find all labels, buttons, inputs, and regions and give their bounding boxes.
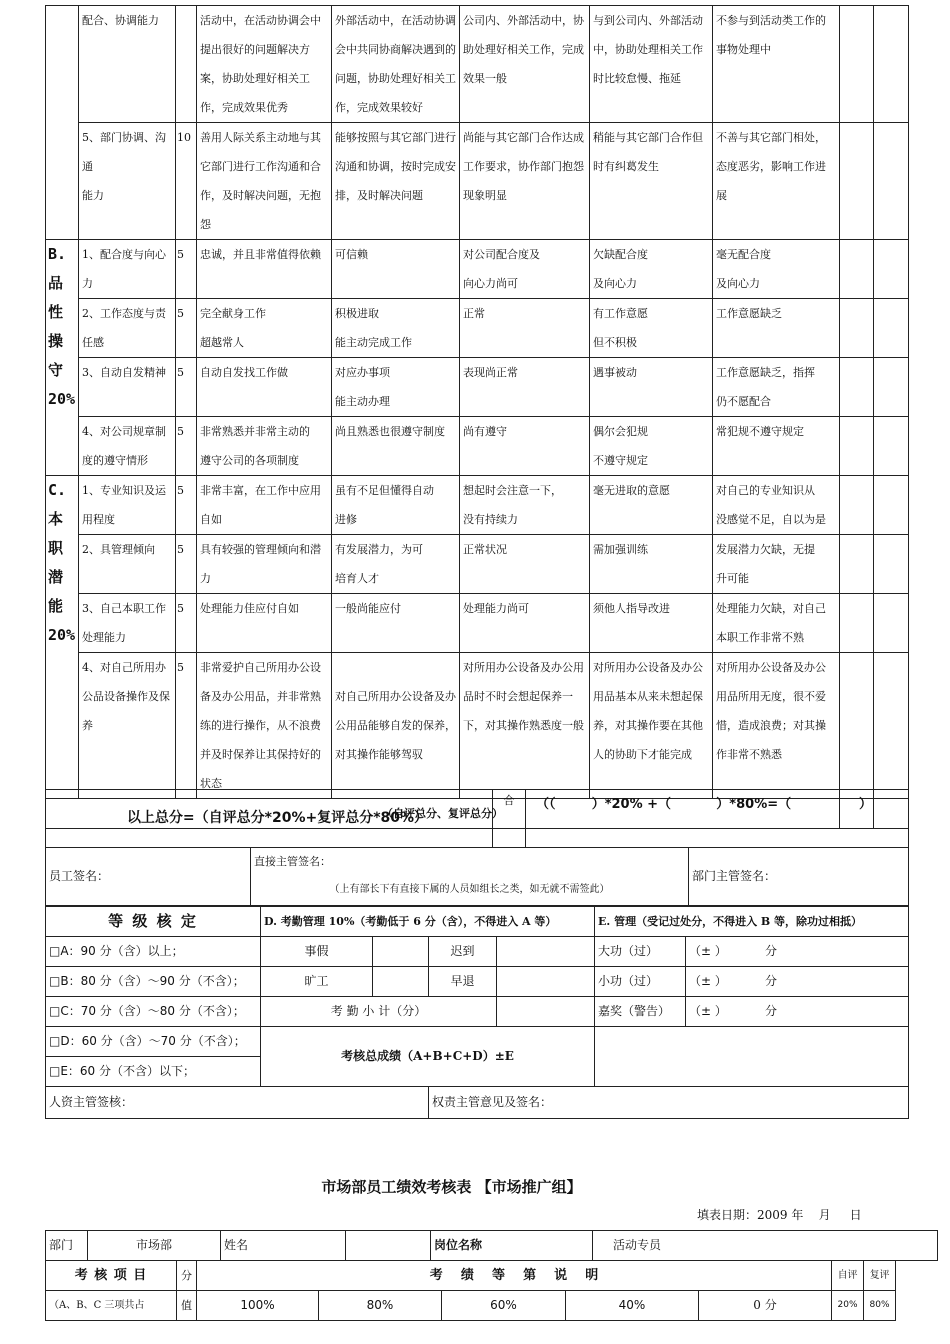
- criteria-level-100: 具有较强的管理倾向和潜力: [197, 535, 332, 594]
- final-score-value[interactable]: [595, 1027, 909, 1087]
- criteria-level-60: 对所用办公设备及办公用品时不时会想起保养一下，对其操作熟悉度一般: [460, 653, 590, 799]
- dept-value[interactable]: 市场部: [88, 1231, 221, 1261]
- formula-he: 合: [493, 790, 526, 848]
- second-form-title: 市场部员工绩效考核表 【市场推广组】: [321, 1178, 582, 1196]
- criteria-level-40: 需加强训练: [590, 535, 713, 594]
- authority-signature[interactable]: 权责主管意见及签名：: [429, 1087, 909, 1119]
- criteria-level-60: 公司内、外部活动中，协助处理好相关工作，完成效果一般: [460, 6, 590, 123]
- criteria-level-40: 须他人指导改进: [590, 594, 713, 653]
- criteria-score: 5: [176, 535, 197, 594]
- criteria-level-0: 工作意愿缺乏: [713, 299, 840, 358]
- direct-supervisor-signature[interactable]: [251, 848, 689, 906]
- criteria-review-score[interactable]: [874, 6, 909, 123]
- criteria-self-score[interactable]: [840, 299, 874, 358]
- criteria-row: [46, 476, 909, 535]
- criteria-level-60: 正常状况: [460, 535, 590, 594]
- criteria-level-60: 对公司配合度及 向心力尚可: [460, 240, 590, 299]
- second-form-header-table: [45, 1260, 896, 1321]
- criteria-level-100: 活动中，在活动协调会中提出很好的问题解决方案，协助处理好相关工作，完成效果优秀: [197, 6, 332, 123]
- criteria-score: 10: [176, 123, 197, 240]
- second-form-table: [45, 1230, 938, 1261]
- criteria-level-80: 有发展潜力，为可 培育人才: [332, 535, 460, 594]
- criteria-review-score[interactable]: [874, 594, 909, 653]
- criteria-level-0: 处理能力欠缺，对自己 本职工作非常不熟: [713, 594, 840, 653]
- criteria-item: 3、自己本职工作处理能力: [79, 594, 176, 653]
- minor-merit-label: 小功（过）: [595, 967, 686, 997]
- criteria-score: 5: [176, 417, 197, 476]
- formula-right: （（ ）*20% +（ ）*80%=（ ）: [526, 790, 909, 848]
- criteria-level-100: 自动自发找工作做: [197, 358, 332, 417]
- criteria-level-100: 忠诚，并且非常值得依赖: [197, 240, 332, 299]
- name-label: 姓名: [221, 1231, 346, 1261]
- criteria-level-0: 毫无配合度 及向心力: [713, 240, 840, 299]
- criteria-level-100: 非常丰富，在工作中应用自如: [197, 476, 332, 535]
- final-score-label: 考核总成绩（A+B+C+D）±E: [261, 1027, 595, 1087]
- grade-level-b[interactable]: □B：80 分（含）～90 分（不含）；: [46, 967, 261, 997]
- criteria-level-0: 发展潜力欠缺，无提 升可能: [713, 535, 840, 594]
- criteria-row: [46, 358, 909, 417]
- criteria-item: 2、工作态度与责任感: [79, 299, 176, 358]
- management-header: E. 管理（受记过处分，不得进入 B 等，除功过相抵）: [595, 907, 909, 937]
- score-header-1: 分: [177, 1261, 197, 1291]
- criteria-level-80: 能够按照与其它部门进行沟通和协调，按时完成安排，及时解决问题: [332, 123, 460, 240]
- criteria-self-score[interactable]: [840, 417, 874, 476]
- criteria-level-60: 想起时会注意一下， 没有持续力: [460, 476, 590, 535]
- summary-table: [45, 789, 909, 906]
- criteria-level-60: 处理能力尚可: [460, 594, 590, 653]
- criteria-item: 1、专业知识及运用程度: [79, 476, 176, 535]
- dept-label: 部门: [46, 1231, 88, 1261]
- criteria-item: 5、部门协调、沟通 能力: [79, 123, 176, 240]
- criteria-row: [46, 535, 909, 594]
- criteria-level-40: 有工作意愿 但不积极: [590, 299, 713, 358]
- criteria-score: 5: [176, 299, 197, 358]
- criteria-level-40: 对所用办公设备及办公用品基本从来未想起保养，对其操作要在其他人的协助下才能完成: [590, 653, 713, 799]
- criteria-level-80: 对自己所用办公设备及办公用品能够自发的保养，对其操作能够驾驭: [332, 653, 460, 799]
- grade-level-c[interactable]: □C：70 分（含）～80 分（不含）；: [46, 997, 261, 1027]
- level-40: 40%: [566, 1291, 699, 1321]
- criteria-row: [46, 123, 909, 240]
- formula-left: 以上总分=（自评总分*20%+复评总分*80%）: [46, 790, 493, 848]
- criteria-review-score[interactable]: [874, 535, 909, 594]
- dept-supervisor-signature[interactable]: 部门主管签名：: [689, 848, 909, 906]
- commendation-value[interactable]: （± ） 分: [686, 997, 909, 1027]
- criteria-level-40: 与到公司内、外部活动中，协助处理相关工作时比较怠慢、拖延: [590, 6, 713, 123]
- grade-title: 等 级 核 定: [46, 907, 261, 937]
- level-100: 100%: [197, 1291, 319, 1321]
- desc-header: 考 绩 等 第 说 明: [197, 1261, 832, 1291]
- criteria-level-80: 积极进取 能主动完成工作: [332, 299, 460, 358]
- review-pct: 80%: [864, 1291, 896, 1321]
- category-a-continued: [46, 6, 79, 240]
- minor-merit-value[interactable]: （± ） 分: [686, 967, 909, 997]
- grade-level-d[interactable]: □D：60 分（含）～70 分（不含）；: [46, 1027, 261, 1057]
- criteria-self-score[interactable]: [840, 240, 874, 299]
- criteria-level-0: 不参与到活动类工作的事物处理中: [713, 6, 840, 123]
- leave-value[interactable]: [373, 937, 429, 967]
- commendation-label: 嘉奖（警告）: [595, 997, 686, 1027]
- category-c: C. 本 职 潜 能 20%: [46, 476, 79, 799]
- major-merit-label: 大功（过）: [595, 937, 686, 967]
- criteria-level-0: 不善与其它部门相处，态度恶劣，影响工作进展: [713, 123, 840, 240]
- attendance-subtotal-value[interactable]: [497, 997, 595, 1027]
- criteria-review-score[interactable]: [874, 653, 909, 799]
- absence-value[interactable]: [373, 967, 429, 997]
- criteria-level-80: 虽有不足但懂得自动 进修: [332, 476, 460, 535]
- criteria-level-40: 欠缺配合度 及向心力: [590, 240, 713, 299]
- hr-signature[interactable]: 人资主管签核：: [46, 1087, 429, 1119]
- criteria-self-score[interactable]: [840, 535, 874, 594]
- criteria-level-100: 非常爱护自己所用办公设备及办公用品，并非常熟练的进行操作，从不浪费并及时保养让其保持好的状态: [197, 653, 332, 799]
- criteria-item: 配合、协调能力: [79, 6, 176, 123]
- criteria-self-score[interactable]: [840, 594, 874, 653]
- criteria-self-score[interactable]: [840, 6, 874, 123]
- totals-label: （自评总分、复评总分）: [46, 799, 840, 829]
- criteria-score: 5: [176, 240, 197, 299]
- level-60: 60%: [442, 1291, 566, 1321]
- criteria-row: [46, 653, 909, 799]
- criteria-level-100: 处理能力佳应付自如: [197, 594, 332, 653]
- criteria-self-score[interactable]: [840, 123, 874, 240]
- criteria-level-80: 尚且熟悉也很遵守制度: [332, 417, 460, 476]
- late-label: 迟到: [429, 937, 497, 967]
- criteria-level-40: 偶尔会犯规 不遵守规定: [590, 417, 713, 476]
- criteria-row: [46, 417, 909, 476]
- criteria-review-score[interactable]: [874, 417, 909, 476]
- direct-supervisor-note: （上有部长下有直接下属的人员如组长之类，如无就不需签此）: [329, 884, 610, 895]
- score-header-2: 值: [177, 1291, 197, 1321]
- criteria-table: [45, 5, 909, 829]
- absence-label: 旷工: [261, 967, 373, 997]
- criteria-item: 2、具管理倾向: [79, 535, 176, 594]
- level-80: 80%: [319, 1291, 442, 1321]
- criteria-review-score[interactable]: [874, 358, 909, 417]
- criteria-review-score[interactable]: [874, 240, 909, 299]
- criteria-level-40: 毫无进取的意愿: [590, 476, 713, 535]
- grade-table: [45, 906, 909, 1119]
- criteria-item: 3、自动自发精神: [79, 358, 176, 417]
- criteria-item: 1、配合度与向心力: [79, 240, 176, 299]
- criteria-score: 5: [176, 653, 197, 799]
- early-leave-value[interactable]: [497, 967, 595, 997]
- item-header: 考 核 项 目: [46, 1261, 177, 1291]
- item-sub: （A、B、C 三项共占: [46, 1291, 177, 1321]
- criteria-score: 5: [176, 476, 197, 535]
- criteria-level-60: 尚有遵守: [460, 417, 590, 476]
- position-value[interactable]: 活动专员: [593, 1231, 938, 1261]
- criteria-level-60: 正常: [460, 299, 590, 358]
- criteria-row: [46, 594, 909, 653]
- criteria-item: 4、对自己所用办公品设备操作及保养: [79, 653, 176, 799]
- criteria-review-score[interactable]: [874, 476, 909, 535]
- fill-date: 填表日期：2009 年 月 日: [697, 1208, 862, 1222]
- criteria-level-0: 对所用办公设备及办公用品所用无度，很不爱惜，造成浪费；对其操作非常不熟悉: [713, 653, 840, 799]
- category-b: B. 品 性 操 守 20%: [46, 240, 79, 476]
- late-value[interactable]: [497, 937, 595, 967]
- employee-signature[interactable]: 员工签名：: [46, 848, 251, 906]
- criteria-row: [46, 240, 909, 299]
- criteria-level-80: 外部活动中，在活动协调会中共同协商解决遇到的问题，协助处理好相关工作，完成效果较好: [332, 6, 460, 123]
- direct-supervisor-label: 直接主管签名：: [254, 855, 331, 868]
- criteria-level-40: 稍能与其它部门合作但时有纠葛发生: [590, 123, 713, 240]
- criteria-level-80: 可信赖: [332, 240, 460, 299]
- criteria-level-0: 工作意愿缺乏，指挥 仍不愿配合: [713, 358, 840, 417]
- review-header: 复评: [864, 1261, 896, 1291]
- criteria-self-score[interactable]: [840, 476, 874, 535]
- criteria-level-60: 表现尚正常: [460, 358, 590, 417]
- criteria-level-100: 完全献身工作 超越常人: [197, 299, 332, 358]
- position-label: 岗位名称: [431, 1231, 593, 1261]
- level-0: 0 分: [699, 1291, 832, 1321]
- name-value[interactable]: [346, 1231, 431, 1261]
- attendance-subtotal-label: 考 勤 小 计（分）: [261, 997, 497, 1027]
- criteria-self-score[interactable]: [840, 358, 874, 417]
- criteria-row: [46, 6, 909, 123]
- major-merit-value[interactable]: （± ） 分: [686, 937, 909, 967]
- criteria-score: 5: [176, 594, 197, 653]
- criteria-level-0: 常犯规不遵守规定: [713, 417, 840, 476]
- criteria-level-100: 善用人际关系主动地与其它部门进行工作沟通和合作，及时解决问题，无抱怨: [197, 123, 332, 240]
- grade-level-e[interactable]: □E：60 分（不含）以下；: [46, 1057, 261, 1087]
- grade-level-a[interactable]: □A：90 分（含）以上；: [46, 937, 261, 967]
- criteria-row: [46, 299, 909, 358]
- criteria-level-40: 遇事被动: [590, 358, 713, 417]
- criteria-score: [176, 6, 197, 123]
- early-leave-label: 早退: [429, 967, 497, 997]
- criteria-level-80: 一般尚能应付: [332, 594, 460, 653]
- criteria-item: 4、对公司规章制度的遵守情形: [79, 417, 176, 476]
- leave-label: 事假: [261, 937, 373, 967]
- criteria-level-100: 非常熟悉并非常主动的 遵守公司的各项制度: [197, 417, 332, 476]
- criteria-level-60: 尚能与其它部门合作达成工作要求，协作部门抱怨现象明显: [460, 123, 590, 240]
- criteria-level-0: 对自己的专业知识从 没感觉不足，自以为是: [713, 476, 840, 535]
- criteria-self-score[interactable]: [840, 653, 874, 799]
- self-pct: 20%: [832, 1291, 864, 1321]
- criteria-score: 5: [176, 358, 197, 417]
- criteria-level-80: 对应办事项 能主动办理: [332, 358, 460, 417]
- criteria-review-score[interactable]: [874, 123, 909, 240]
- criteria-review-score[interactable]: [874, 299, 909, 358]
- attendance-header: D. 考勤管理 10%（考勤低于 6 分（含），不得进入 A 等）: [261, 907, 595, 937]
- self-header: 自评: [832, 1261, 864, 1291]
